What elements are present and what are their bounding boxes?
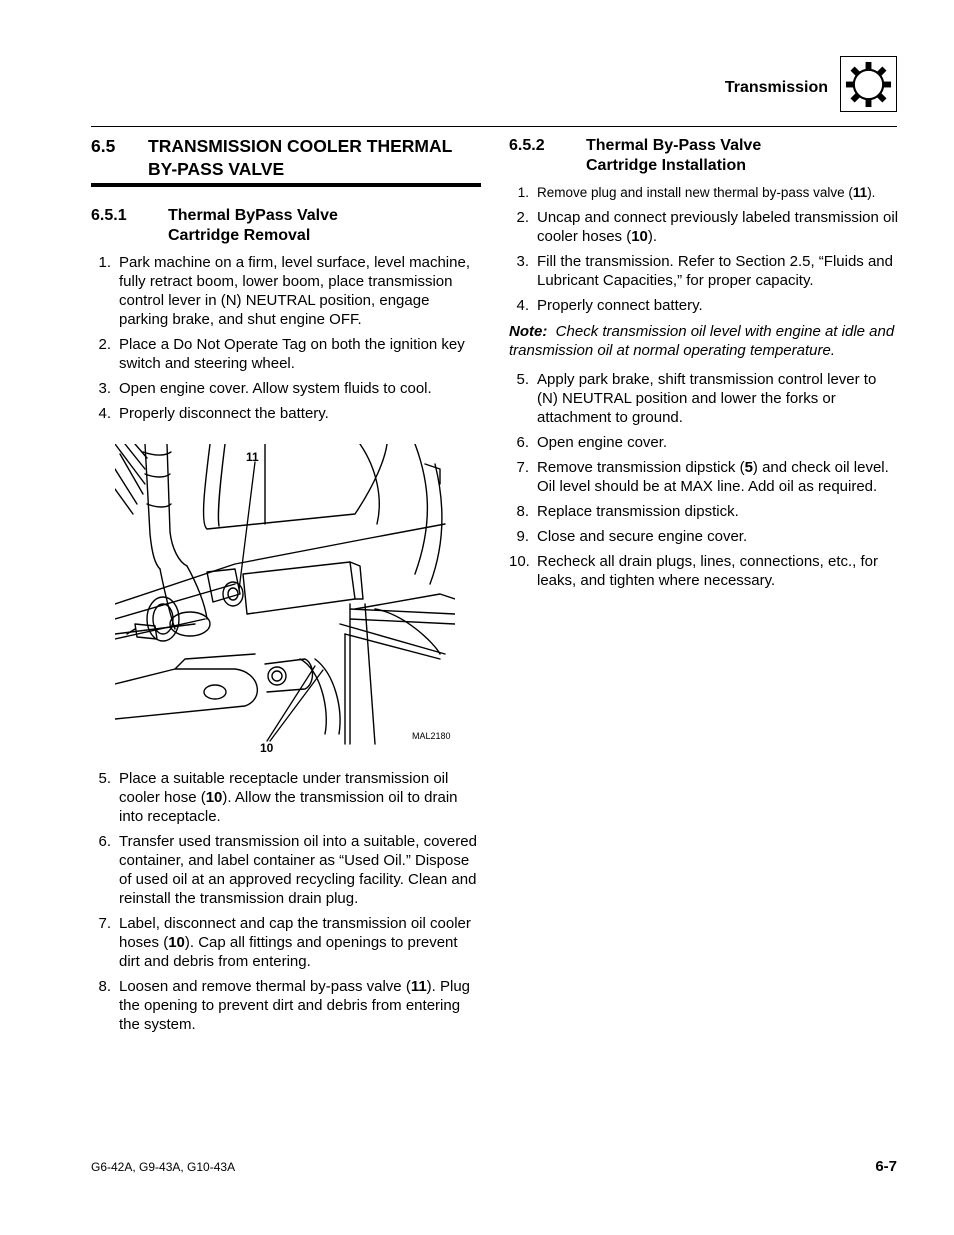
valve-illustration	[115, 444, 455, 756]
list-item: 4. Properly disconnect the battery.	[98, 405, 329, 422]
list-item: 8. Loosen and remove thermal by-pass valve (11). Plug the opening to prevent dirt and debris from entering the system.	[98, 978, 471, 1033]
installation-steps-list-continued	[509, 370, 901, 596]
removal-heading	[91, 206, 481, 246]
installation-heading	[509, 136, 899, 176]
chapter-badge	[840, 56, 897, 112]
page-number: 6-7	[875, 1158, 897, 1175]
installation-title-line1: Thermal By-Pass Valve	[586, 137, 762, 154]
section-title: TRANSMISSION COOLER THERMAL BY-PASS VALVE	[148, 136, 452, 179]
list-item: 5. Place a suitable receptacle under transmission oil cooler hose (10). Allow the transmission oil to drain into receptacle.	[98, 770, 458, 825]
list-item: 1. Remove plug and install new thermal by-pass valve (11).	[517, 185, 876, 200]
removal-title-line2: Cartridge Removal	[168, 227, 311, 244]
list-item: 6. Open engine cover.	[516, 434, 668, 451]
header-title: Transmission	[724, 79, 828, 96]
list-item: 2. Place a Do Not Operate Tag on both the ignition key switch and steering wheel.	[98, 336, 465, 372]
installation-title-line2: Cartridge Installation	[586, 157, 747, 174]
list-item: 3. Fill the transmission. Refer to Section 2.5, “Fluids and Lubricant Capacities,” for proper capacity.	[516, 253, 893, 289]
callout-10: 10	[260, 741, 274, 755]
installation-number: 6.5.2	[509, 137, 545, 154]
callout-11: 11	[246, 450, 259, 464]
section-number: 6.5	[91, 136, 116, 156]
installation-title	[586, 136, 906, 176]
removal-steps-list	[91, 253, 481, 429]
transmission-cooler-drawing	[115, 444, 455, 756]
list-item: 4. Properly connect battery.	[516, 297, 703, 314]
list-item: 9. Close and secure engine cover.	[516, 528, 748, 545]
removal-title-line1: Thermal ByPass Valve	[168, 207, 338, 224]
list-item: 6. Transfer used transmission oil into a suitable, covered container, and label container as “Used Oil.” Dispose of used oil at an approved recycling facility. Clean and reinstall the transmission drain plug.	[98, 833, 477, 907]
list-item: 8. Replace transmission dipstick.	[516, 503, 739, 520]
gear-icon	[844, 60, 893, 109]
list-item: 5. Apply park brake, shift transmission control lever to (N) NEUTRAL position and lower the forks or attachment to ground.	[516, 371, 877, 426]
list-item: 7. Label, disconnect and cap the transmission oil cooler hoses (10). Cap all fittings and openings to prevent dirt and debris from entering.	[98, 915, 471, 970]
list-item: 2. Uncap and connect previously labeled transmission oil cooler hoses (10).	[516, 209, 899, 245]
note-text: Check transmission oil level with engine at idle and transmission oil at normal operating temperature.	[509, 323, 895, 359]
removal-number: 6.5.1	[91, 207, 127, 224]
list-item: 7. Remove transmission dipstick (5) and check oil level. Oil level should be at MAX line. Add oil as required.	[516, 459, 889, 495]
section-rule	[91, 183, 481, 187]
removal-steps-list-continued	[91, 769, 481, 1040]
note-label: Note:	[509, 323, 548, 340]
installation-steps-list	[509, 183, 901, 321]
list-item: 3. Open engine cover. Allow system fluids to cool.	[98, 380, 432, 397]
figure-id: MAL2180	[412, 731, 451, 741]
list-item: 1. Park machine on a firm, level surface, level machine, fully retract boom, lower boom, place transmission control lever in (N) NEUTRAL position, engage parking brake, and shut engine OFF.	[98, 254, 470, 328]
list-item: 10. Recheck all drain plugs, lines, connections, etc., for leaks, and tighten where necessary.	[509, 553, 879, 589]
footer-models: G6-42A, G9-43A, G10-43A	[91, 1160, 236, 1174]
removal-title	[168, 206, 488, 246]
header-rule	[91, 126, 897, 127]
note-block	[509, 322, 899, 360]
